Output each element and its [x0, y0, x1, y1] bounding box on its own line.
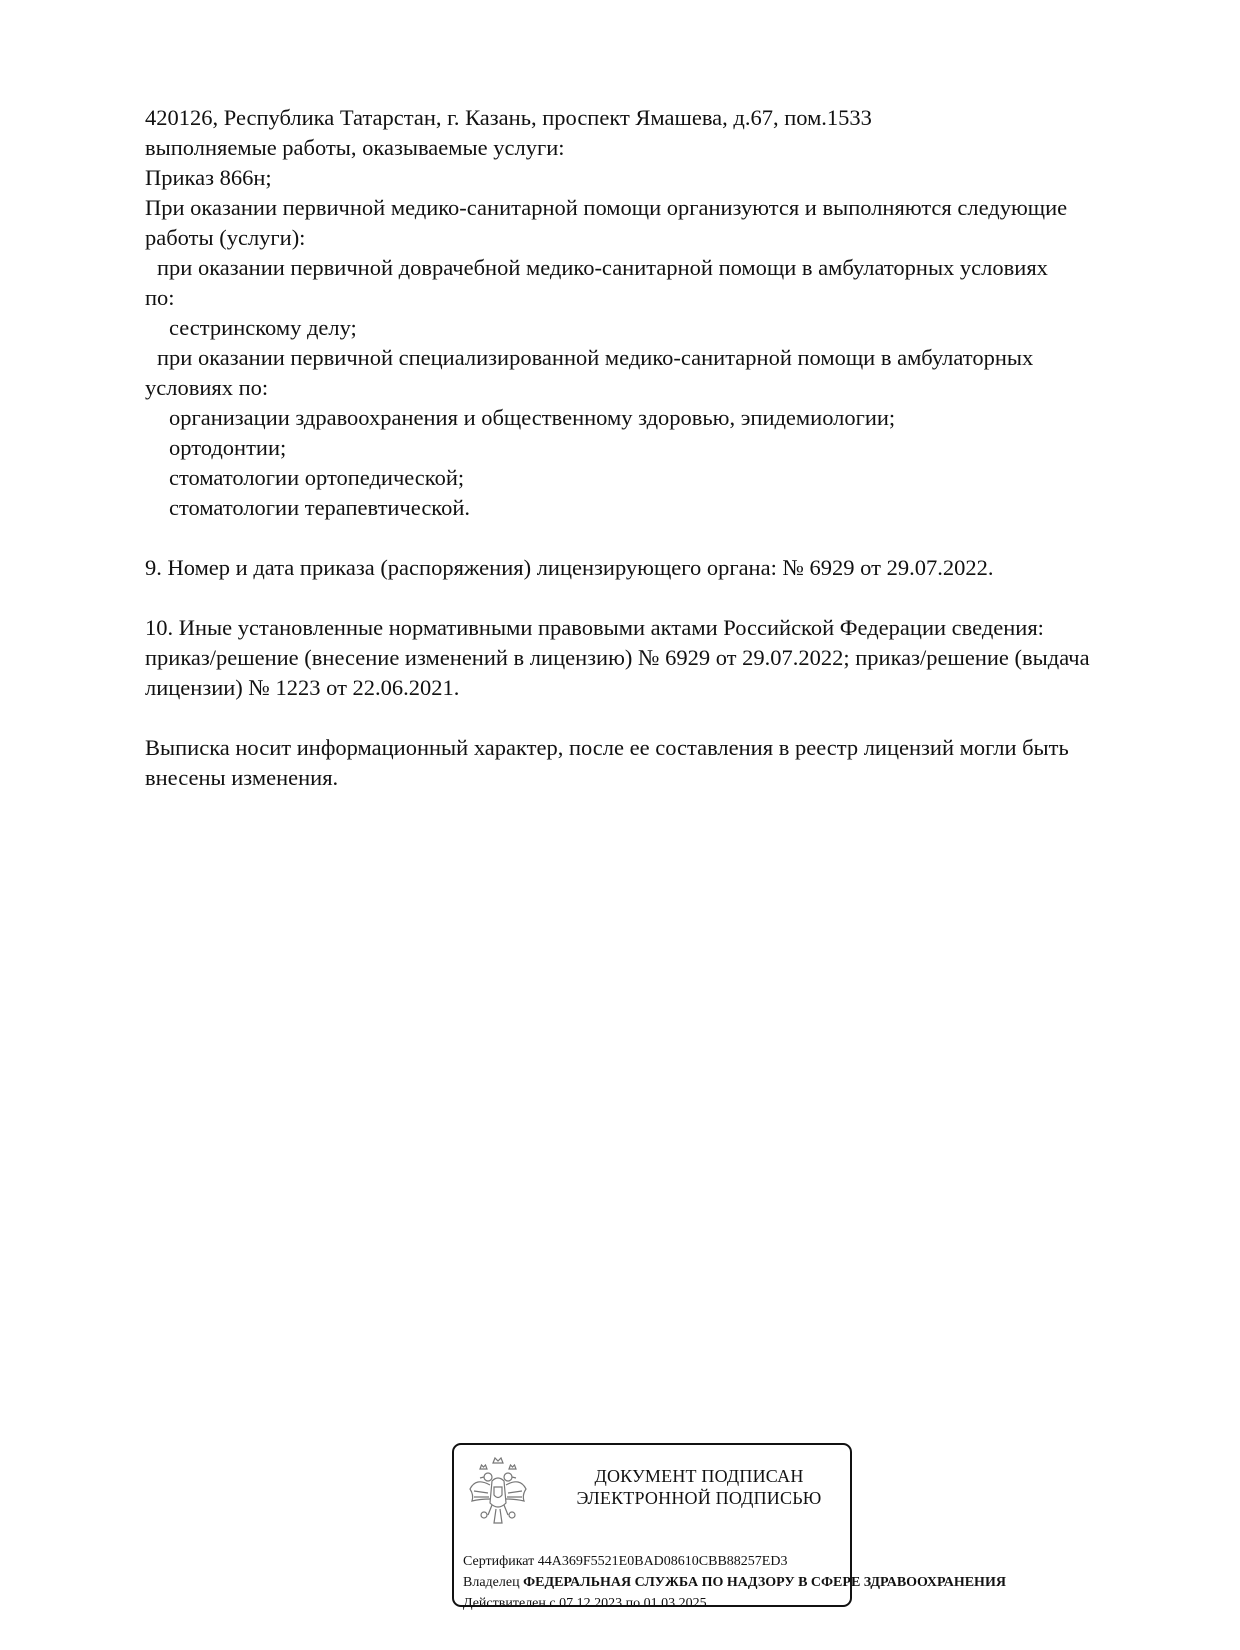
- disclaimer-line-1: Выписка носит информационный характер, после ее составления в реестр лицензий могли быть: [145, 735, 1069, 760]
- prehospital-care-line-2: по:: [145, 285, 175, 310]
- signature-title: [554, 1465, 844, 1509]
- certificate-label: Сертификат: [463, 1554, 535, 1569]
- specialized-care-line-1: при оказании первичной специализированной медико-санитарной помощи в амбулаторных: [157, 345, 1034, 370]
- works-heading: выполняемые работы, оказываемые услуги:: [145, 135, 565, 160]
- signature-title-line-1: ДОКУМЕНТ ПОДПИСАН: [594, 1466, 804, 1486]
- specialized-care-line-2: условиях по:: [145, 375, 269, 400]
- certificate-row: [463, 1551, 1063, 1572]
- document-body: [145, 103, 1165, 793]
- service-item-orthodontics: ортодонтии;: [169, 435, 287, 460]
- owner-value: ФЕДЕРАЛЬНАЯ СЛУЖБА ПО НАДЗОРУ В СФЕРЕ ЗДРАВООХРАНЕНИЯ: [523, 1575, 1006, 1590]
- item-10-line-3: лицензии) № 1223 от 22.06.2021.: [145, 675, 460, 700]
- service-item-therapeutic-dentistry: стоматологии терапевтической.: [169, 495, 471, 520]
- disclaimer-line-2: внесены изменения.: [145, 765, 339, 790]
- signature-details: [463, 1551, 1063, 1614]
- service-item-health-organization: организации здравоохранения и общественному здоровью, эпидемиологии;: [169, 405, 896, 430]
- signature-title-line-2: ЭЛЕКТРОННОЙ ПОДПИСЬЮ: [576, 1488, 822, 1508]
- services-intro-line-1: При оказании первичной медико-санитарной помощи организуются и выполняются следующие: [145, 195, 1068, 220]
- certificate-value: 44A369F5521E0BAD08610CBB88257ED3: [537, 1554, 788, 1569]
- electronic-signature-stamp: [452, 1443, 1006, 1611]
- order-reference: Приказ 866н;: [145, 165, 272, 190]
- services-intro-line-2: работы (услуги):: [145, 225, 306, 250]
- validity-period: Действителен с 07.12.2023 по 01.03.2025: [463, 1596, 707, 1611]
- owner-label: Владелец: [463, 1575, 520, 1590]
- service-item-orthopedic-dentistry: стоматологии ортопедической;: [169, 465, 465, 490]
- prehospital-care-line-1: при оказании первичной доврачебной медико-санитарной помощи в амбулаторных условиях: [157, 255, 1048, 280]
- item-9-order-number: 9. Номер и дата приказа (распоряжения) лицензирующего органа: № 6929 от 29.07.2022.: [145, 555, 994, 580]
- address-line: 420126, Республика Татарстан, г. Казань, проспект Ямашева, д.67, пом.1533: [145, 105, 872, 130]
- item-10-line-2: приказ/решение (внесение изменений в лицензию) № 6929 от 29.07.2022; приказ/решение (выдача: [145, 645, 1090, 670]
- owner-row: [463, 1572, 1063, 1593]
- item-10-line-1: 10. Иные установленные нормативными правовыми актами Российской Федерации сведения:: [145, 615, 1044, 640]
- service-item-nursing: сестринскому делу;: [169, 315, 357, 340]
- russian-coat-of-arms-icon: [466, 1455, 530, 1531]
